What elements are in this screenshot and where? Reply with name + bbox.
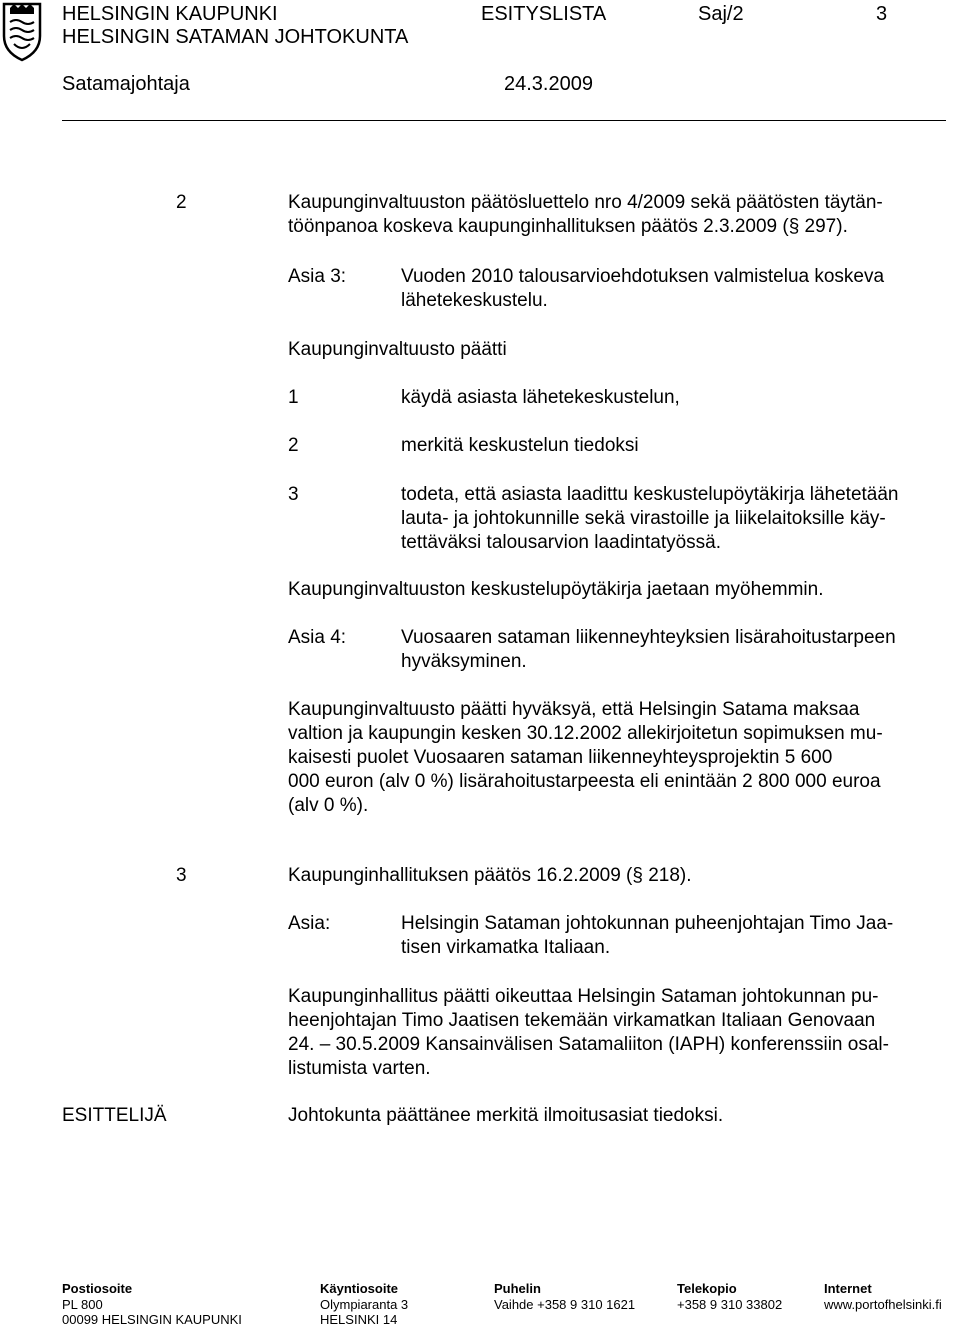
footer-internet-label: Internet (824, 1281, 872, 1296)
footer-phone: Vaihde +358 9 310 1621 (494, 1297, 636, 1312)
document-type: ESITYSLISTA (481, 3, 607, 25)
asia-text-line: Helsingin Sataman johtokunnan puheenjohtajan Timo Jaa- (401, 913, 894, 934)
paragraph-line: 24. – 30.5.2009 Kansainvälisen Satamaliiton (IAPH) konferenssiin osal- (288, 1034, 889, 1055)
item-title-line: töönpanoa koskeva kaupunginhallituksen päätös 2.3.2009 (§ 297). (288, 216, 848, 237)
board-name: HELSINGIN SATAMAN JOHTOKUNTA (62, 26, 409, 48)
author-title: Satamajohtaja (62, 73, 190, 95)
paragraph: Kaupunginvaltuusto päätti (288, 339, 507, 360)
decision-text: todeta, että asiasta laadittu keskustelupöytäkirja lähetetään (401, 484, 899, 505)
decision-number: 1 (288, 387, 299, 408)
paragraph-line: valtion ja kaupungin kesken 30.12.2002 allekirjoitetun sopimuksen mu- (288, 723, 883, 744)
decision-text: käydä asiasta lähetekeskustelun, (401, 387, 680, 408)
asia-label: Asia: (288, 913, 331, 934)
footer-visit-line: Olympiaranta 3 (320, 1297, 409, 1312)
document-date: 24.3.2009 (504, 73, 593, 95)
paragraph-line: (alv 0 %). (288, 795, 369, 816)
item-title-line: Kaupunginhallituksen päätös 16.2.2009 (§ 218). (288, 865, 692, 886)
item-title-line: Kaupunginvaltuuston päätösluettelo nro 4/2009 sekä päätösten täytän- (288, 192, 883, 213)
asia-text-line: hyväksyminen. (401, 651, 527, 672)
paragraph-line: heenjohtajan Timo Jaatisen tekemään virkamatkan Italiaan Genovaan (288, 1010, 876, 1031)
paragraph-line: Kaupunginhallitus päätti oikeuttaa Helsingin Sataman johtokunnan pu- (288, 986, 879, 1007)
proposal-text: Johtokunta päättänee merkitä ilmoitusasiat tiedoksi. (288, 1105, 724, 1126)
paragraph-line: listumista varten. (288, 1058, 431, 1079)
org-name: HELSINGIN KAUPUNKI (62, 3, 278, 25)
section-code: Saj/2 (698, 3, 744, 25)
decision-number: 2 (288, 435, 299, 456)
asia-label: Asia 3: (288, 266, 347, 287)
item-number: 3 (176, 865, 187, 886)
footer-visit-label: Käyntiosoite (320, 1281, 399, 1296)
decision-text: tettäväksi talousarvion laadintatyössä. (401, 532, 722, 553)
decision-number: 3 (288, 484, 299, 505)
footer-internet-link[interactable]: www.portofhelsinki.fi (824, 1297, 942, 1312)
paragraph: Kaupunginvaltuuston keskustelupöytäkirja jaetaan myöhemmin. (288, 579, 824, 600)
footer-postal-label: Postiosoite (62, 1281, 133, 1296)
presenter-label: ESITTELIJÄ (62, 1105, 167, 1126)
paragraph-line: 000 euron (alv 0 %) lisärahoitustarpeesta eli enintään 2 800 000 euroa (288, 771, 881, 792)
footer-fax: +358 9 310 33802 (677, 1297, 783, 1312)
footer-postal-line: 00099 HELSINGIN KAUPUNKI (62, 1312, 242, 1327)
footer-postal-line: PL 800 (62, 1297, 103, 1312)
footer-phone-label: Puhelin (494, 1281, 541, 1296)
item-number: 2 (176, 192, 187, 213)
helsinki-crest-logo (0, 0, 44, 62)
asia-text-line: lähetekeskustelu. (401, 290, 548, 311)
asia-label: Asia 4: (288, 627, 347, 648)
asia-text-line: Vuosaaren sataman liikenneyhteyksien lisärahoitustarpeen (401, 627, 896, 648)
page-number: 3 (876, 3, 888, 25)
decision-text: merkitä keskustelun tiedoksi (401, 435, 639, 456)
asia-text-line: tisen virkamatka Italiaan. (401, 937, 611, 958)
asia-text-line: Vuoden 2010 talousarvioehdotuksen valmistelua koskeva (401, 266, 885, 287)
header-rule (62, 120, 946, 121)
paragraph-line: Kaupunginvaltuusto päätti hyväksyä, että Helsingin Satama maksaa (288, 699, 860, 720)
footer-visit-line: HELSINKI 14 (320, 1312, 398, 1327)
paragraph-line: kaisesti puolet Vuosaaren sataman liikenneyhteysprojektin 5 600 (288, 747, 833, 768)
decision-text: lauta- ja johtokunnille sekä virastoille ja liikelaitoksille käy- (401, 508, 886, 529)
footer-fax-label: Telekopio (677, 1281, 737, 1296)
